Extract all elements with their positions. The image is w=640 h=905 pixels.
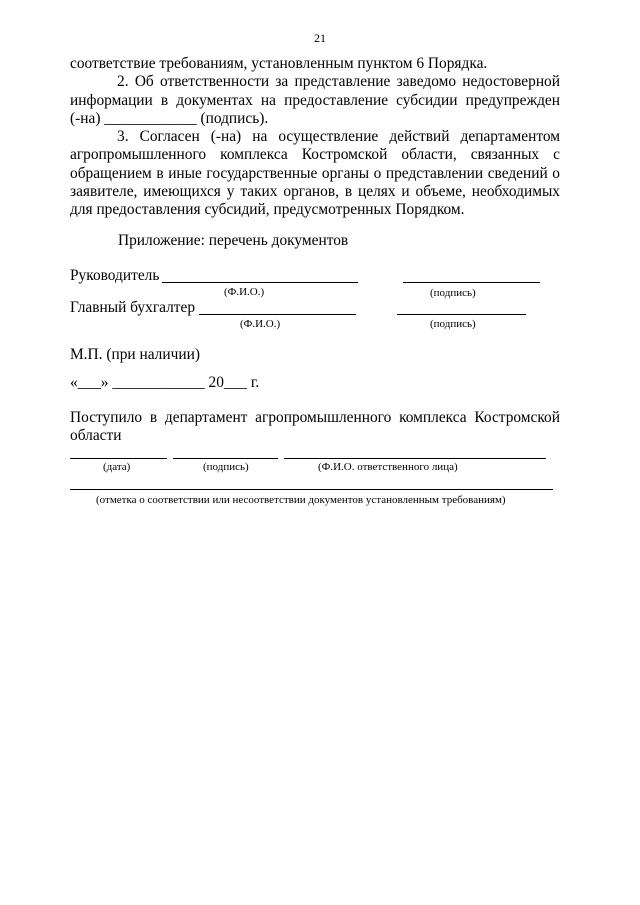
paragraph-line: (-на) ____________ (подпись). [70, 110, 269, 127]
accountant-name-line [199, 314, 356, 315]
date-line: «___» ____________ 20___ г. [70, 374, 260, 391]
paragraph-line: агропромышленного комплекса Костромской области, связанных с [70, 146, 560, 163]
paragraph-line: обращением в иные государственные органы о представлении сведений о [70, 165, 560, 182]
paragraph-line: соответствие требованиям, установленным пунктом 6 Порядка. [70, 55, 488, 72]
accountant-signature-caption: (подпись) [430, 318, 476, 330]
paragraph-line: для предоставления субсидий, предусмотренных Порядком. [70, 201, 465, 218]
conformity-caption: (отметка о соответствии или несоответствии документов установленным требованиям) [96, 494, 506, 506]
page-number: 21 [314, 31, 326, 45]
received-signature-caption: (подпись) [203, 461, 249, 473]
head-signature-caption: (подпись) [430, 287, 476, 299]
accountant-label: Главный бухгалтер [70, 299, 196, 316]
received-responsible-caption: (Ф.И.О. ответственного лица) [318, 461, 458, 473]
paragraph-line: 3. Согласен (-на) на осуществление действий департаментом [117, 128, 560, 145]
paragraph-line: заявителе, имеющихся у таких органов, в целях и объеме, необходимых [70, 183, 560, 200]
paragraph-line: 2. Об ответственности за представление заведомо недостоверной [117, 73, 560, 90]
head-name-line [162, 282, 358, 283]
head-signature-line [403, 282, 540, 283]
head-fio-caption: (Ф.И.О.) [224, 286, 265, 298]
conformity-line [70, 489, 553, 490]
attachment-text: Приложение: перечень документов [118, 232, 349, 249]
head-label: Руководитель [70, 267, 160, 284]
received-responsible-line [284, 458, 546, 459]
received-signature-line [173, 458, 278, 459]
received-date-line [70, 458, 167, 459]
accountant-fio-caption: (Ф.И.О.) [240, 318, 281, 330]
paragraph-line: информации в документах на предоставление субсидии предупрежден [70, 92, 560, 109]
received-line: Поступило в департамент агропромышленного комплекса Костромской [70, 409, 560, 426]
stamp-text: М.П. (при наличии) [70, 346, 200, 363]
received-date-caption: (дата) [103, 461, 131, 473]
accountant-signature-line [397, 314, 526, 315]
received-line: области [70, 427, 122, 444]
